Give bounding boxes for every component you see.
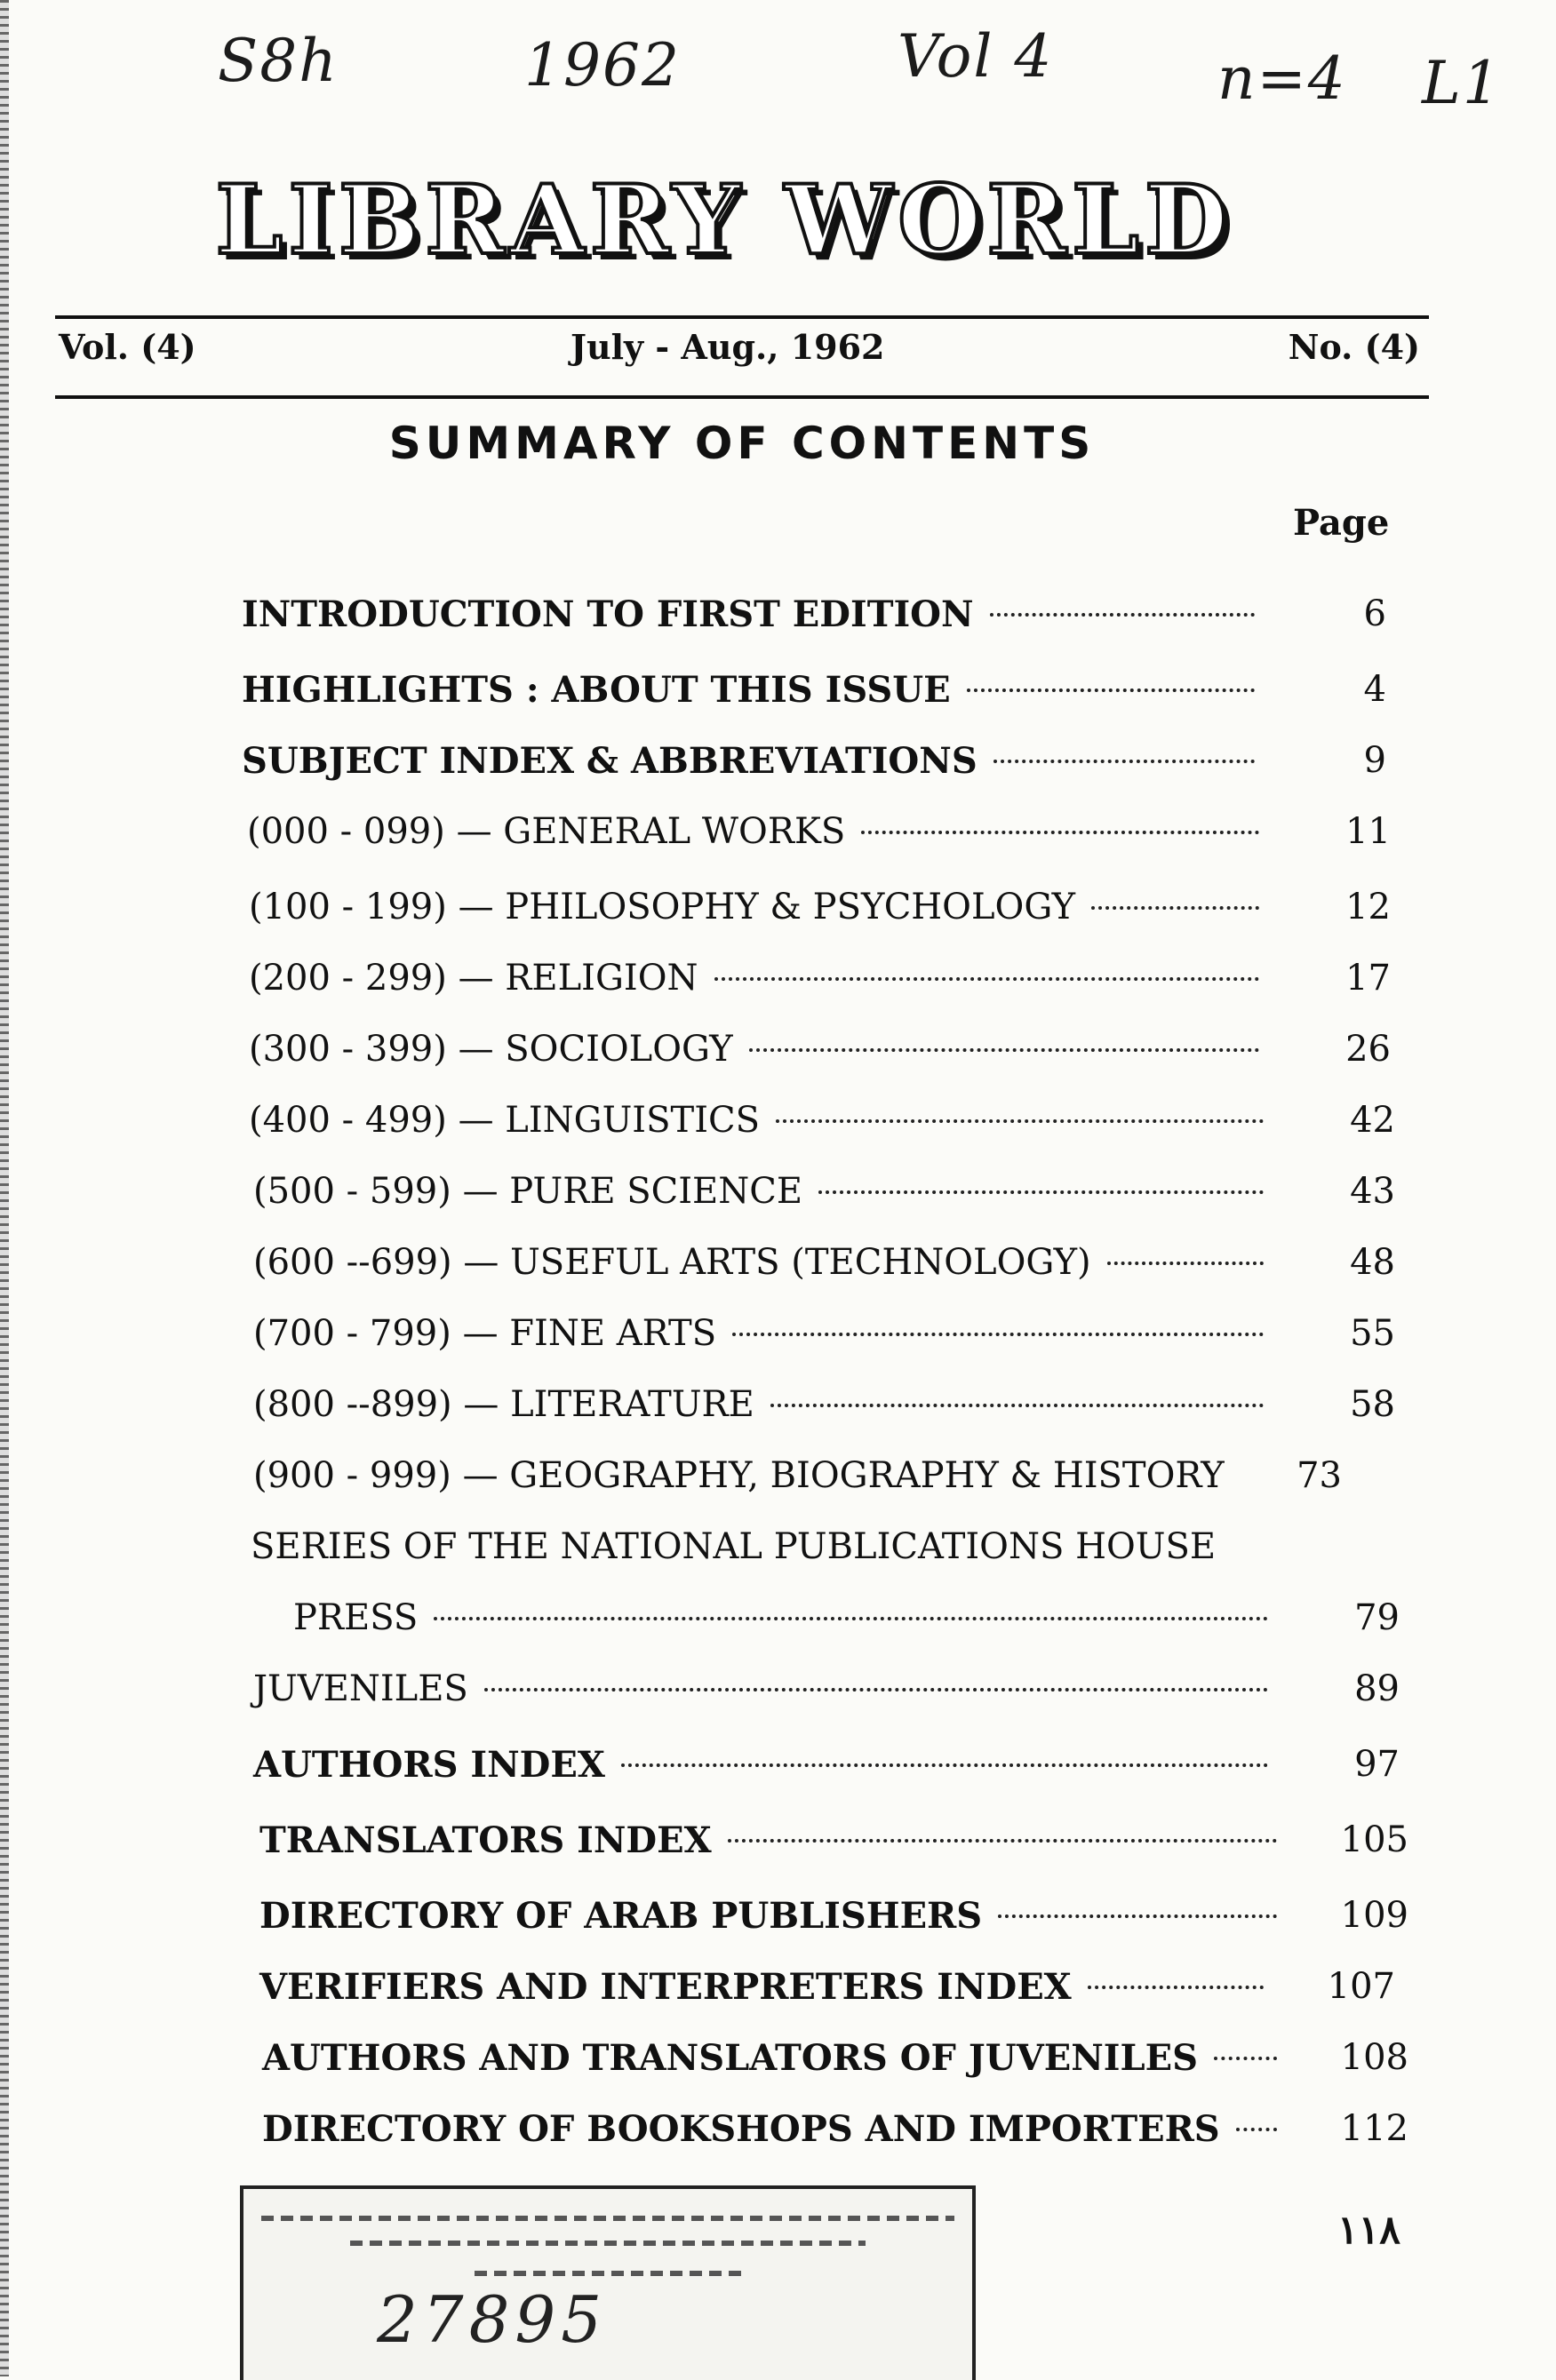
toc-title: (900 - 999) — GEOGRAPHY, BIOGRAPHY & HISTORY [253,1455,1225,1496]
toc-leader-dots [434,1590,1268,1620]
toc-page-number: 73 [1297,1455,1342,1496]
toc-leader-dots [728,1812,1277,1843]
toc-row [253,1164,1395,1219]
toc-row [249,880,1391,935]
toc-row [247,804,1391,859]
toc-page-number: 26 [1345,1029,1391,1070]
library-stamp [240,2185,976,2380]
handwritten-annotations [0,18,1556,115]
bottom-rule [55,395,1429,399]
toc-row [259,1888,1408,1943]
page-column-label: Page [1293,502,1390,544]
toc-leader-dots [714,951,1259,981]
toc-page-number: 107 [1327,1966,1395,2007]
toc-title: DIRECTORY OF BOOKSHOPS AND IMPORTERS [262,2107,1220,2150]
toc-row [293,1590,1400,1645]
arabic-page-number: ١١٨ [1337,2208,1400,2253]
toc-leader-dots [1088,1959,1264,1989]
toc-title: VERIFIERS AND INTERPRETERS INDEX [259,1965,1072,2008]
toc-row [253,1448,1342,1503]
toc-page-number: 105 [1340,1819,1408,1860]
toc-title: TRANSLATORS INDEX [259,1819,712,1861]
toc-leader-dots [818,1164,1264,1194]
toc-page-number: 42 [1350,1100,1395,1141]
toc-page-number: 12 [1345,887,1391,927]
toc-title: DIRECTORY OF ARAB PUBLISHERS [259,1894,983,1937]
toc-row [249,1093,1395,1148]
toc-title: (800 --899) — LITERATURE [253,1384,754,1425]
toc-leader-dots [732,1306,1264,1336]
toc-page-number: 43 [1350,1171,1395,1212]
toc-title: (200 - 299) — RELIGION [249,958,698,999]
scan-edge [0,0,9,2376]
toc-page-number: 58 [1350,1384,1395,1425]
toc-title: SUBJECT INDEX & ABBREVIATIONS [242,739,977,782]
toc-leader-dots [776,1093,1264,1123]
toc-leader-dots [861,804,1259,834]
toc-title: (400 - 499) — LINGUISTICS [249,1100,760,1141]
toc-title: (600 --699) — USEFUL ARTS (TECHNOLOGY) [253,1242,1091,1283]
toc-row [262,2101,1408,2156]
toc-page-number: 6 [1363,593,1386,634]
toc-leader-dots [1236,2101,1277,2131]
toc-title: (700 - 799) — FINE ARTS [253,1313,717,1354]
toc-row [242,586,1386,641]
masthead-title: LIBRARY WORLD [215,164,1233,276]
stamp-text-line [475,2271,741,2276]
toc-leader-dots [967,662,1255,692]
toc-leader-dots [770,1377,1264,1407]
toc-row [249,951,1391,1006]
toc-row [262,2030,1408,2085]
toc-leader-dots [993,733,1255,763]
toc-page-number: 11 [1345,811,1391,852]
toc-page-number: 79 [1354,1597,1400,1638]
toc-page-number: 55 [1350,1313,1395,1354]
stamp-number: 27895 [377,2282,608,2357]
toc-page-number: 112 [1340,2108,1408,2149]
toc-leader-dots [1107,1235,1264,1265]
top-rule [55,315,1429,319]
toc-row [242,662,1386,717]
volume-label: Vol. (4) [59,327,196,367]
toc-page-number: 17 [1345,958,1391,999]
toc-page-number: 48 [1350,1242,1395,1283]
toc-title: (100 - 199) — PHILOSOPHY & PSYCHOLOGY [249,887,1075,927]
stamp-text-line [350,2241,866,2246]
toc-leader-dots [1091,880,1259,910]
toc-row [259,1812,1408,1867]
toc-title: (500 - 599) — PURE SCIENCE [253,1171,803,1212]
issue-number: No. (4) [1288,327,1420,367]
toc-row [242,733,1386,788]
handwriting-note-5: L1 [1422,49,1502,117]
stamp-text-line [261,2216,954,2221]
toc-title: INTRODUCTION TO FIRST EDITION [242,593,974,635]
toc-leader-dots [1214,2030,1277,2060]
toc-row [251,1519,1306,1574]
toc-leader-dots [990,586,1255,617]
toc-row [249,1022,1391,1077]
toc-leader-dots [749,1022,1259,1052]
toc-title: HIGHLIGHTS : ABOUT THIS ISSUE [242,668,951,711]
issue-date: July - Aug., 1962 [571,327,885,367]
toc-row [253,1661,1400,1716]
toc-row [253,1306,1395,1361]
toc-title: AUTHORS AND TRANSLATORS OF JUVENILES [262,2036,1198,2079]
toc-leader-dots [998,1888,1277,1918]
toc-page-number: 97 [1354,1744,1400,1785]
toc-leader-dots [484,1661,1268,1691]
toc-page-number: 4 [1363,669,1386,710]
toc-title: JUVENILES [253,1668,468,1709]
toc-title: PRESS [293,1597,419,1638]
handwriting-note-1: S8h [218,27,339,95]
toc-title: (000 - 099) — GENERAL WORKS [247,811,846,852]
toc-row [259,1959,1395,2014]
summary-title: SUMMARY OF CONTENTS [388,418,1096,469]
toc-title: AUTHORS INDEX [253,1743,605,1786]
toc-leader-dots [621,1737,1268,1767]
issue-info [55,322,1429,375]
toc-row [253,1737,1400,1792]
toc-row [253,1377,1395,1432]
toc-title: SERIES OF THE NATIONAL PUBLICATIONS HOUSE [251,1526,1217,1567]
toc-page-number: 9 [1363,740,1386,781]
toc-page-number: 89 [1354,1668,1400,1709]
toc-page-number: 108 [1340,2037,1408,2078]
toc-page-number: 109 [1340,1895,1408,1936]
handwriting-note-4: n=4 [1217,44,1347,113]
toc-row [253,1235,1395,1290]
handwriting-note-3: Vol 4 [898,22,1054,91]
handwriting-note-2: 1962 [524,31,681,99]
toc-title: (300 - 399) — SOCIOLOGY [249,1029,733,1070]
